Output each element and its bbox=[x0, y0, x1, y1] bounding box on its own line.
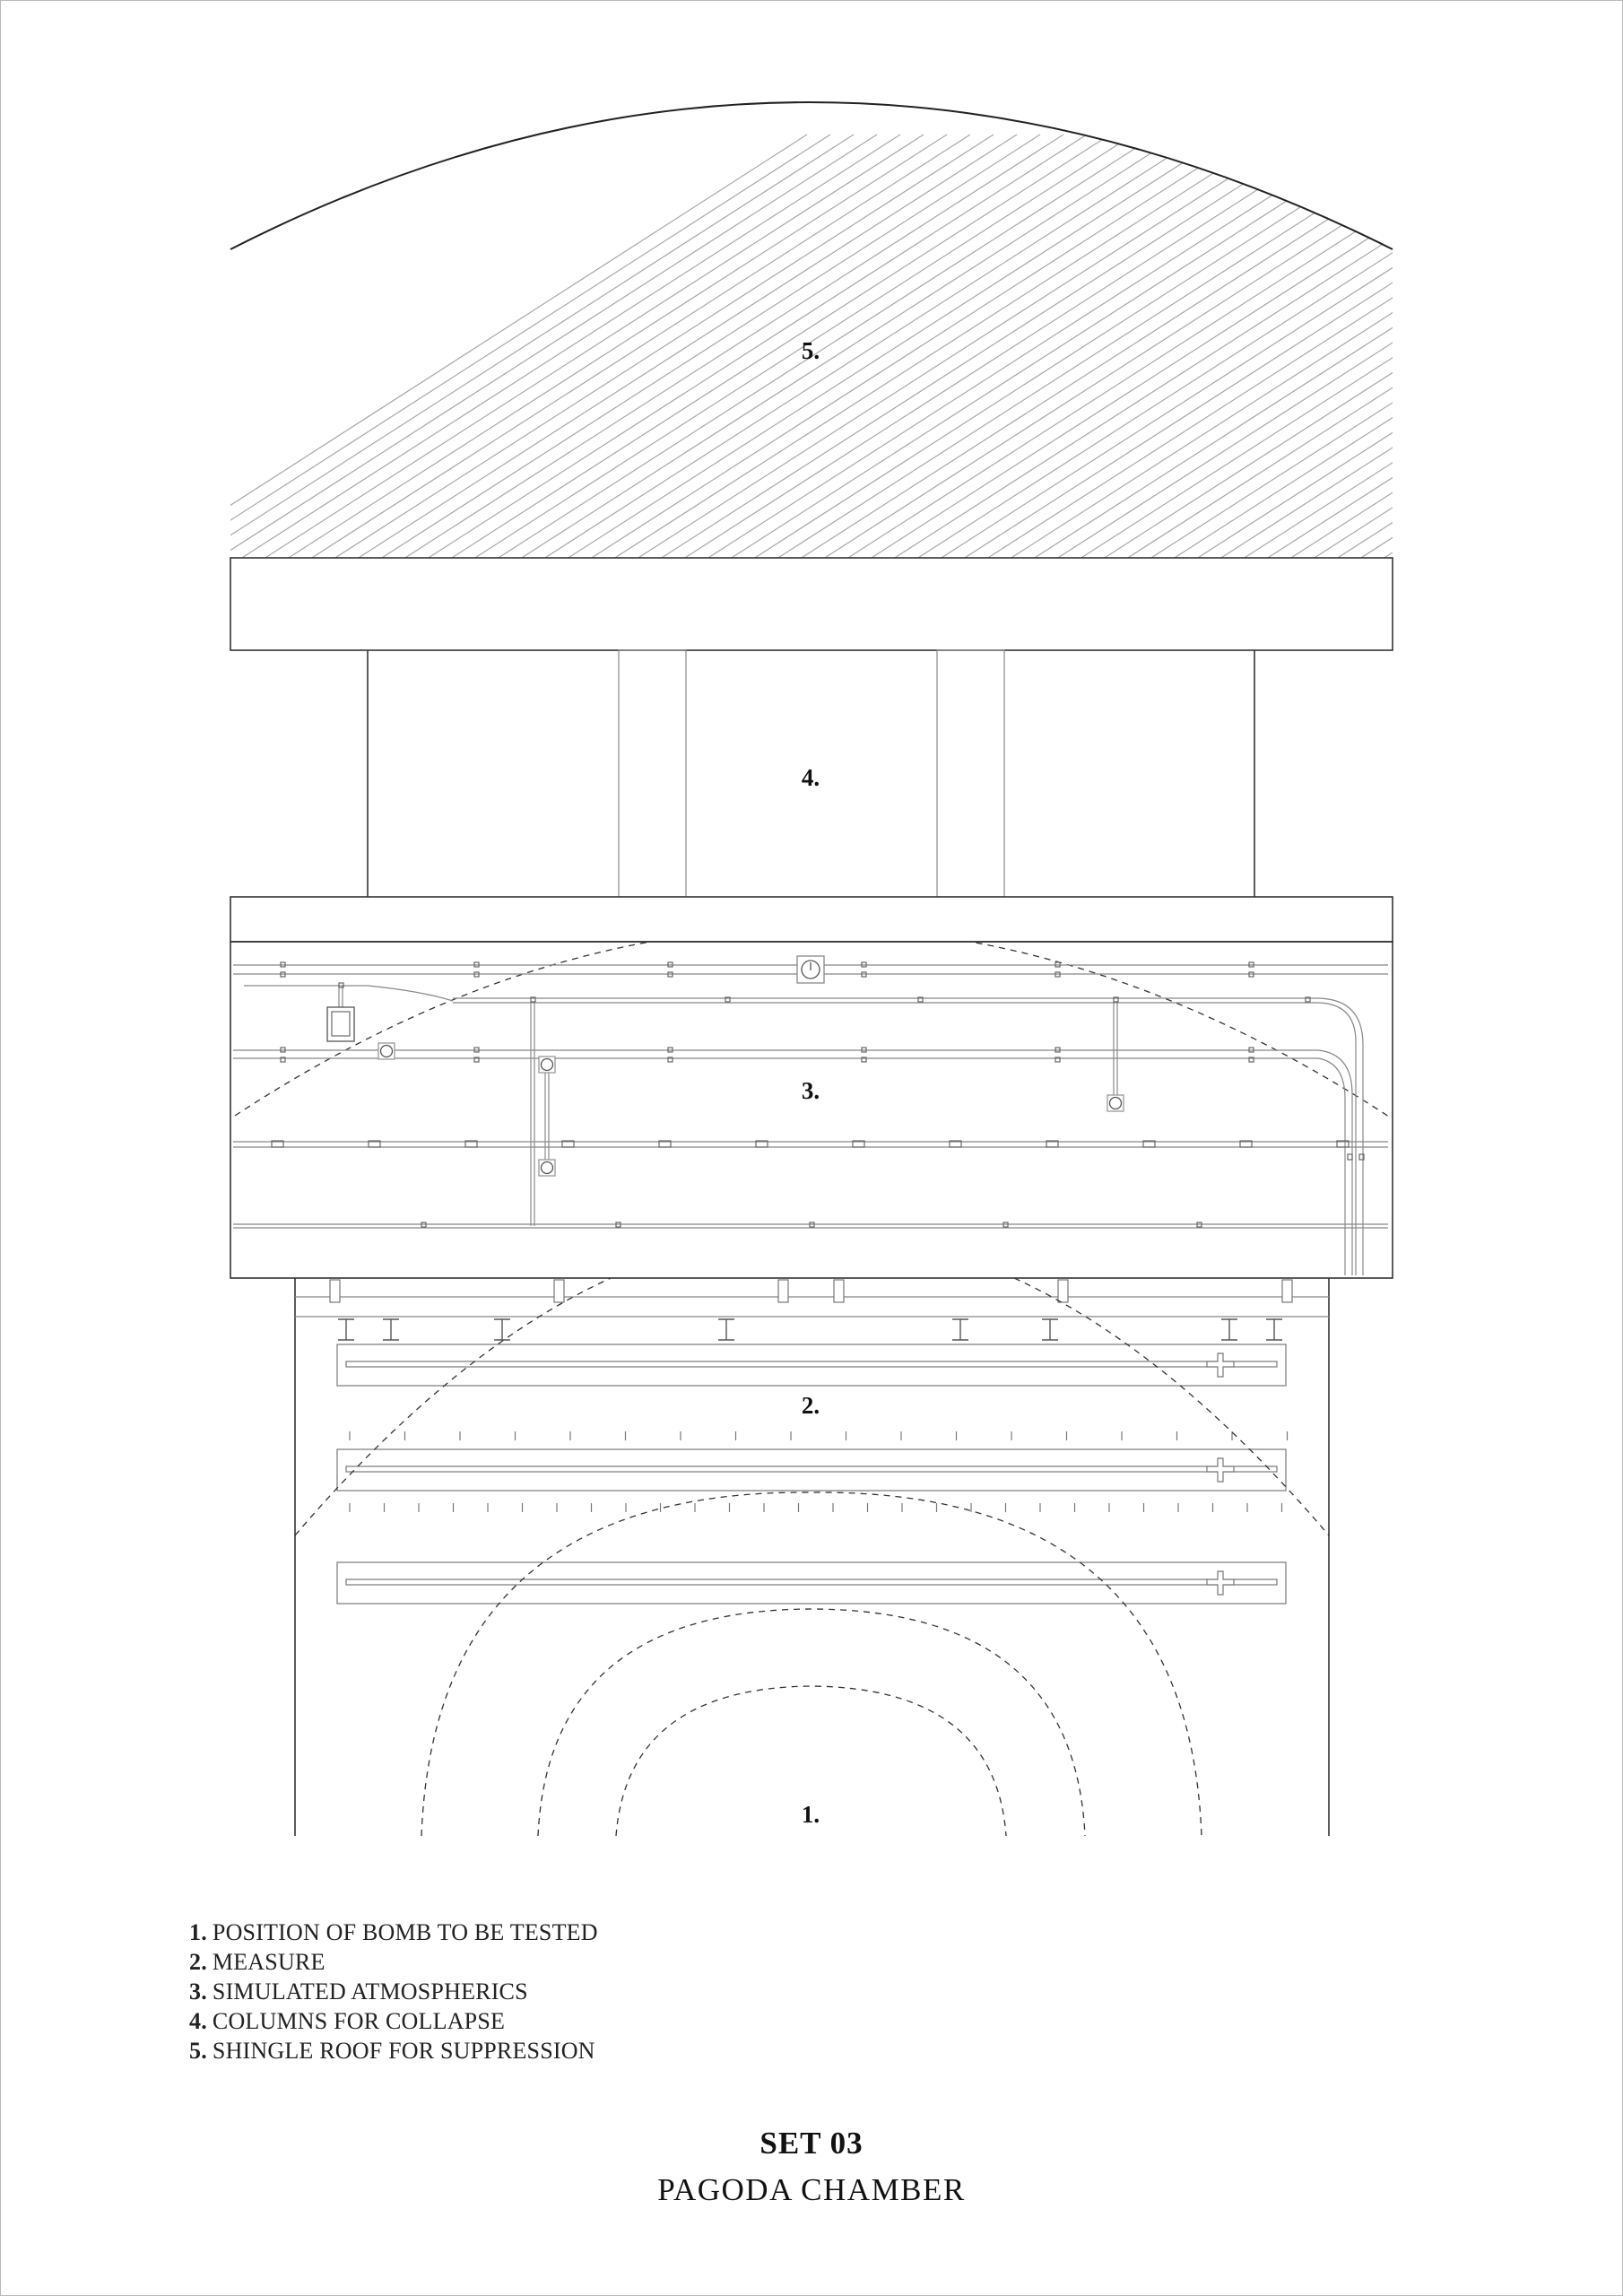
hatch-line bbox=[997, 135, 1623, 942]
hatch-line bbox=[484, 135, 1623, 942]
hatch-line bbox=[1370, 135, 1623, 942]
label-zone-3: 3. bbox=[801, 1077, 820, 1104]
hatch-line bbox=[111, 135, 1367, 942]
legend-item: 4. COLUMNS FOR COLLAPSE bbox=[189, 2008, 506, 2034]
measure-rail-1 bbox=[337, 1344, 1286, 1386]
hatch-line bbox=[0, 135, 1133, 942]
hanger-bracket bbox=[1058, 1280, 1068, 1302]
blast-arc-1 bbox=[421, 1492, 1202, 1836]
roof-curve bbox=[230, 102, 1393, 249]
label-zone-4: 4. bbox=[801, 764, 820, 791]
hatch-line bbox=[181, 135, 1436, 942]
label-zone-1: 1. bbox=[801, 1801, 820, 1828]
hatch-line bbox=[1207, 135, 1623, 942]
hatch-line bbox=[1184, 135, 1623, 942]
hatch-line bbox=[41, 135, 1297, 942]
hatch-line bbox=[344, 135, 1600, 942]
column-left bbox=[619, 650, 686, 897]
hatch-line bbox=[251, 135, 1506, 942]
hatch-line bbox=[228, 135, 1483, 942]
hatch-line bbox=[0, 135, 1203, 942]
hatch-line bbox=[65, 135, 1320, 942]
i-beam bbox=[718, 1319, 734, 1340]
hanger-bracket bbox=[554, 1280, 564, 1302]
hatch-line bbox=[0, 135, 854, 942]
blast-arcs bbox=[295, 1232, 1329, 1837]
hatch-line bbox=[0, 135, 1087, 942]
hatch-line bbox=[0, 135, 1180, 942]
legend bbox=[189, 1918, 598, 2066]
roof-hatching bbox=[0, 135, 1623, 942]
hatch-line bbox=[0, 135, 1157, 942]
title-block bbox=[0, 2124, 1623, 2217]
pipe-network bbox=[233, 965, 1388, 1275]
hanger-bracket bbox=[1282, 1280, 1292, 1302]
gauge-mid-lower bbox=[542, 1162, 553, 1174]
column-right bbox=[937, 650, 1004, 897]
hatch-line bbox=[0, 135, 1250, 942]
hatch-line bbox=[368, 135, 1623, 942]
hatch-line bbox=[764, 135, 1623, 942]
hatch-line bbox=[321, 135, 1576, 942]
hanger-bracket bbox=[834, 1280, 844, 1302]
hatch-line bbox=[1277, 135, 1623, 942]
hatch-line bbox=[274, 135, 1530, 942]
hatch-line bbox=[88, 135, 1343, 942]
i-beams bbox=[338, 1319, 1282, 1340]
i-beam bbox=[338, 1319, 354, 1340]
hatch-line bbox=[0, 135, 900, 942]
shingle-roof bbox=[0, 102, 1623, 942]
atmospherics-cap bbox=[230, 897, 1393, 942]
gauge-mid-upper bbox=[542, 1059, 553, 1071]
label-zone-5: 5. bbox=[801, 337, 820, 364]
hanger-bracket bbox=[330, 1280, 340, 1302]
hatch-line bbox=[0, 135, 994, 942]
hanger-bracket bbox=[778, 1280, 788, 1302]
i-beam bbox=[1042, 1319, 1058, 1340]
legend-item: 1. POSITION OF BOMB TO BE TESTED bbox=[189, 1919, 598, 1945]
hatch-line bbox=[0, 135, 970, 942]
hatch-line bbox=[18, 135, 1273, 942]
hatch-line bbox=[1254, 135, 1623, 942]
hatch-line bbox=[531, 135, 1623, 942]
measure-rail-3 bbox=[337, 1562, 1286, 1604]
legend-item: 2. MEASURE bbox=[189, 1949, 325, 1975]
hatch-line bbox=[204, 135, 1460, 942]
i-beam bbox=[383, 1319, 399, 1340]
hatch-line bbox=[1090, 135, 1623, 942]
hatch-line bbox=[624, 135, 1623, 942]
hatch-line bbox=[1393, 135, 1623, 942]
label-zone-2: 2. bbox=[801, 1392, 820, 1419]
gauge-right bbox=[1110, 1098, 1122, 1109]
gauges bbox=[327, 956, 1124, 1176]
roof-slab bbox=[230, 558, 1393, 650]
legend-item: 5. SHINGLE ROOF FOR SUPPRESSION bbox=[189, 2038, 595, 2064]
gauge-left bbox=[381, 1046, 393, 1057]
hatch-line bbox=[671, 135, 1623, 942]
hatch-line bbox=[0, 135, 877, 942]
hatch-line bbox=[1137, 135, 1623, 942]
hatch-line bbox=[438, 135, 1623, 942]
hatch-line bbox=[904, 135, 1623, 942]
i-beam bbox=[1266, 1319, 1282, 1340]
i-beam bbox=[952, 1319, 968, 1340]
hatch-line bbox=[950, 135, 1623, 942]
measure-rails bbox=[337, 1344, 1286, 1604]
hatch-line bbox=[0, 135, 1110, 942]
legend-item: 3. SIMULATED ATMOSPHERICS bbox=[189, 1979, 528, 2005]
hatch-line bbox=[158, 135, 1413, 942]
measure-rail-2 bbox=[337, 1449, 1286, 1491]
hatch-line bbox=[1300, 135, 1623, 942]
hatch-line bbox=[811, 135, 1623, 942]
hatch-line bbox=[298, 135, 1553, 942]
hatch-line bbox=[717, 135, 1623, 942]
hatch-line bbox=[0, 135, 1017, 942]
hatch-line bbox=[0, 135, 1063, 942]
set-number: SET 03 bbox=[759, 2126, 864, 2161]
hatch-line bbox=[0, 135, 1040, 942]
drawing-title: PAGODA CHAMBER bbox=[657, 2172, 966, 2207]
hanger-brackets bbox=[330, 1280, 1292, 1302]
hatch-line bbox=[1417, 135, 1623, 942]
hatch-line bbox=[135, 135, 1390, 942]
i-beam bbox=[1221, 1319, 1237, 1340]
hatch-line bbox=[0, 135, 830, 942]
hatch-line bbox=[1230, 135, 1623, 942]
